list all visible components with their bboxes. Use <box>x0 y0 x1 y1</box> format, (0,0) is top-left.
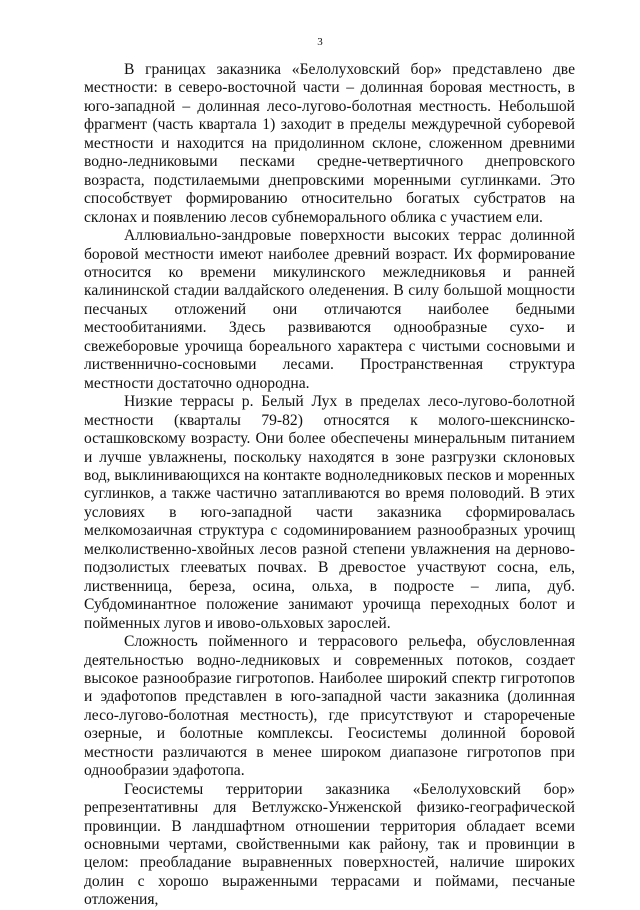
paragraph-1: В границах заказника «Белолуховский бор» представлено две местности: в северо-восточной части – долинная боровая местность, в юго-западной – долинная лесо-лугово-болотная местность. Небольшой фрагмент (часть квартала 1) заходит в пределы междуречной суборевой местности и находится на придолинном склоне, сложенном древними водно-ледниковыми песками средне-четвертичного днепровского возраста, подстилаемыми днепровскими моренными суглинками. Это способствует формированию относительно богатых субстратов на склонах и появлению лесов субнеморального облика с участием ели. <box>84 61 575 226</box>
paragraph-2: Аллювиально-зандровые поверхности высоких террас долинной боровой местности имеют наиболее древний возраст. Их формирование относится ко времени микулинского межледниковья и ранней калининской стадии валдайского оледенения. В силу большой мощности песчаных отложений они отличаются наиболее бедными местообитаниями. Здесь развиваются однообразные сухо- и свежеборовые урочища бореального характера с чистыми сосновыми и лиственнично-сосновыми лесами. Пространственная структура местности достаточно однородна. <box>84 227 575 392</box>
paragraph-4: Сложность пойменного и террасового рельефа, обусловленная деятельностью водно-ледниковых и современных потоков, создает высокое разнообразие гигротопов. Наиболее широкий спектр гигротопов и эдафотопов представлен в юго-западной части заказника (долинная лесо-лугово-болотная местность), где присутствуют и старореченые озерные, и болотные комплексы. Геосистемы долинной боровой местности различаются в менее широком диапазоне гигротопов при однообразии эдафотопа. <box>84 633 575 780</box>
document-body <box>84 61 575 910</box>
paragraph-3: Низкие террасы р. Белый Лух в пределах лесо-лугово-болотной местности (кварталы 79-82) относятся к молого-шекснинско-осташковскому возрасту. Они более обеспечены минеральным питанием и лучше увлажнены, поскольку находятся в зоне разгрузки склоновых вод, выклинивающихся на контакте водноледниковых песков и моренных суглинков, а также частично затапливаются во время половодий. В этих условиях в юго-западной части заказника сформировалась мелкомозаичная структура с содоминированием разнообразных урочищ мелколиственно-хвойных лесов разной степени увлажнения на дерново-подзолистых глееватых почвах. В древостое участвуют сосна, ель, лиственница, береза, осина, ольха, в подросте – липа, дуб. Субдоминантное положение занимают урочища переходных болот и пойменных лугов и ивово-ольховых зарослей. <box>84 393 575 632</box>
paragraph-5: Геосистемы территории заказника «Белолуховский бор» репрезентативны для Ветлужско-Унженской физико-географической провинции. В ландшафтном отношении территория обладает всеми основными чертами, свойственными как району, так и провинции в целом: преобладание выравненных поверхностей, наличие широких долин с хорошо выраженными террасами и поймами, песчаные отложения, <box>84 780 575 909</box>
page-number: 3 <box>317 36 323 48</box>
